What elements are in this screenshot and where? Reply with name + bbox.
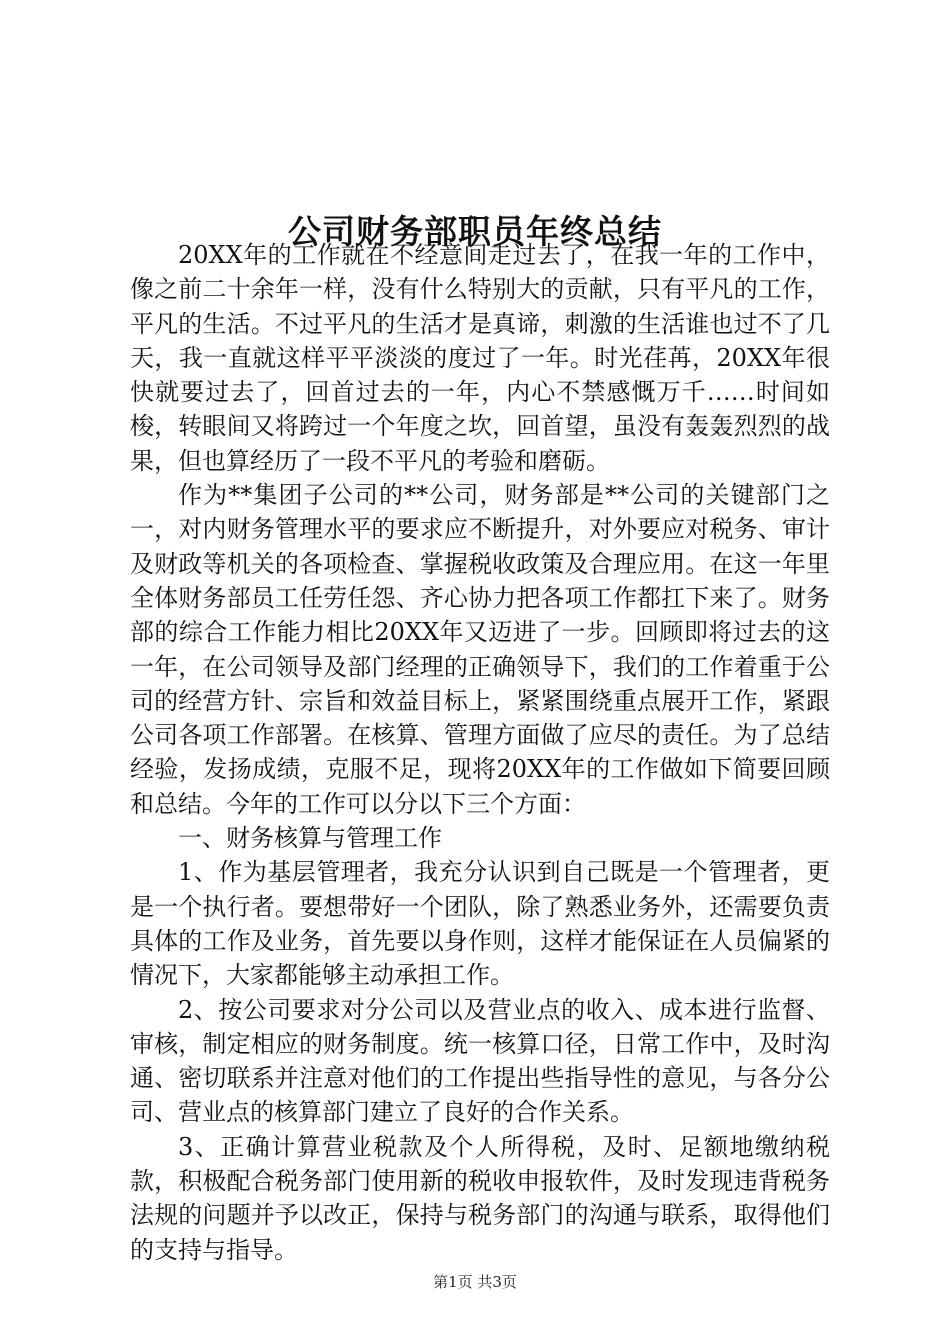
document-title: 公司财务部职员年终总结 bbox=[288, 212, 662, 252]
document-body bbox=[130, 238, 830, 1267]
paragraph-department-overview: 作为**集团子公司的**公司，财务部是**公司的关键部门之一，对内财务管理水平的要求应不断提升，对外要应对税务、审计及财政等机关的各项检查、掌握税收政策及合理应用。在这一年里全体财务部员工任劳任怨、齐心协力把各项工作都扛下来了。财务部的综合工作能力相比20XX年又迈进了一步。回顾即将过去的这一年，在公司领导及部门经理的正确领导下，我们的工作着重于公司的经营方针、宗旨和效益目标上，紧紧围绕重点展开工作，紧跟公司各项工作部署。在核算、管理方面做了应尽的责任。为了总结经验，发扬成绩，克服不足，现将20XX年的工作做如下简要回顾和总结。今年的工作可以分以下三个方面： bbox=[130, 481, 830, 818]
paragraph-item-3: 3、正确计算营业税款及个人所得税，及时、足额地缴纳税款，积极配合税务部门使用新的税收申报软件，及时发现违背税务法规的问题并予以改正，保持与税务部门的沟通与联系，取得他们的支持与指导。 bbox=[130, 1132, 830, 1264]
paragraph-intro: 20XX年的工作就在不经意间走过去了，在我一年的工作中，像之前二十余年一样，没有什么特别大的贡献，只有平凡的工作，平凡的生活。不过平凡的生活才是真谛，刺激的生活谁也过不了几天，我一直就这样平平淡淡的度过了一年。时光荏苒，20XX年很快就要过去了，回首过去的一年，内心不禁感慨万千……时间如梭，转眼间又将跨过一个年度之坎，回首望，虽没有轰轰烈烈的战果，但也算经历了一段不平凡的考验和磨砺。 bbox=[130, 241, 830, 475]
page-number-footer: 第1页 共3页 bbox=[433, 1273, 517, 1291]
paragraph-item-1: 1、作为基层管理者，我充分认识到自己既是一个管理者，更是一个执行者。要想带好一个团队，除了熟悉业务外，还需要负责具体的工作及业务，首先要以身作则，这样才能保证在人员偏紧的情况下，大家都能够主动承担工作。 bbox=[130, 858, 830, 990]
paragraph-item-2: 2、按公司要求对分公司以及营业点的收入、成本进行监督、审核，制定相应的财务制度。统一核算口径，日常工作中，及时沟通、密切联系并注意对他们的工作提出些指导性的意见，与各分公司、营业点的核算部门建立了良好的合作关系。 bbox=[130, 995, 830, 1127]
section-heading-accounting: 一、财务核算与管理工作 bbox=[178, 824, 442, 853]
